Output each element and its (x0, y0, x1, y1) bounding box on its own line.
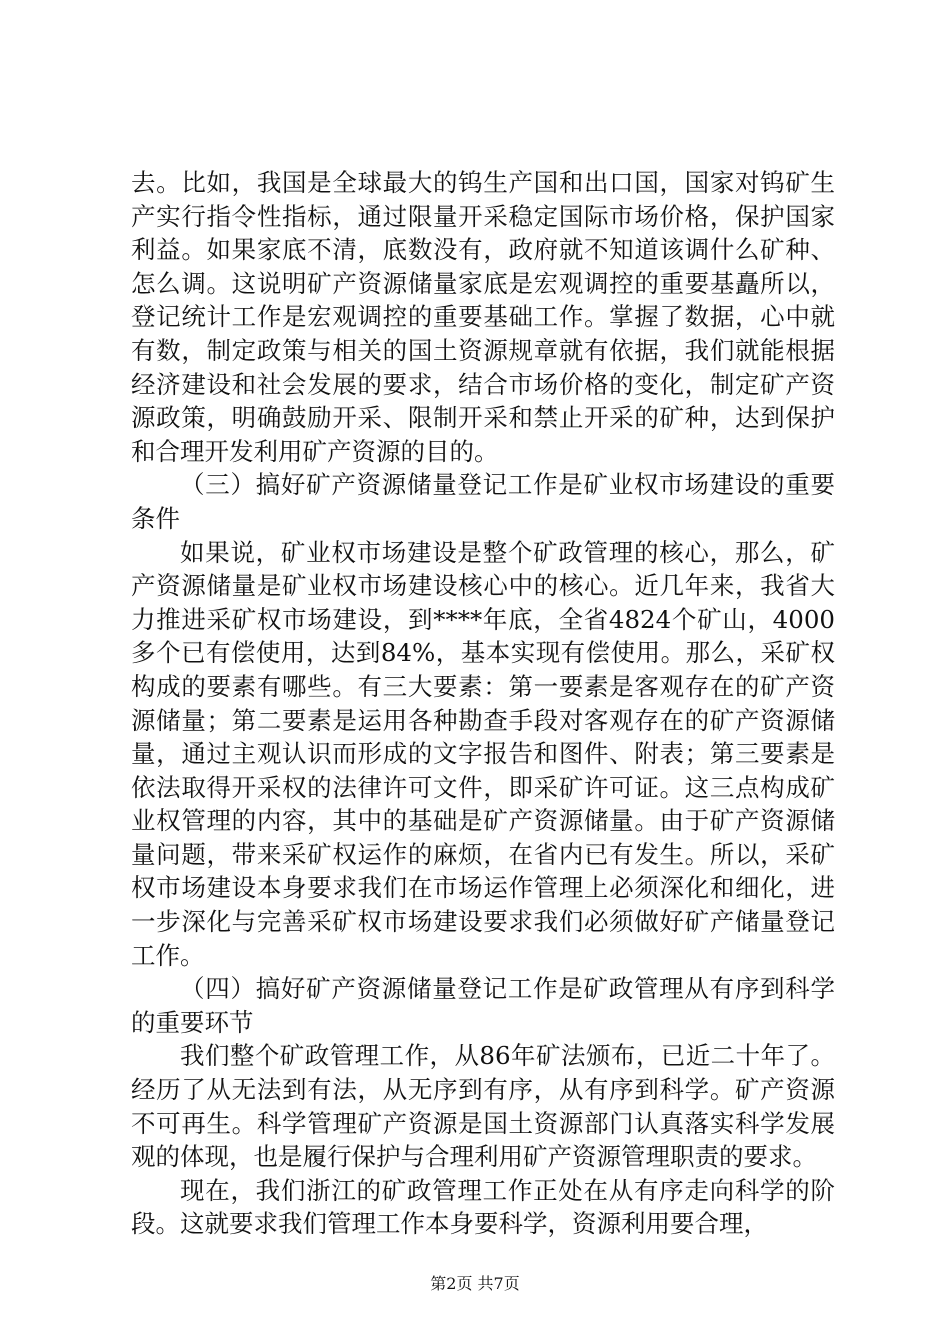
section-heading-3: （三）搞好矿产资源储量登记工作是矿业权市场建设的重要条件 (131, 470, 835, 533)
paragraph: 我们整个矿政管理工作，从86年矿法颁布，已近二十年了。经历了从无法到有法，从无序到有序，从有序到科学。矿产资源不可再生。科学管理矿产资源是国土资源部门认真落实科学发展观的体现，也是履行保护与合理利用矿产资源管理职责的要求。 (131, 1041, 835, 1172)
paragraph: 如果说，矿业权市场建设是整个矿政管理的核心，那么，矿产资源储量是矿业权市场建设核心中的核心。近几年来，我省大力推进采矿权市场建设，到****年底，全省4824个矿山，4000多个已有偿使用，达到84%，基本实现有偿使用。那么，采矿权构成的要素有哪些。有三大要素：第一要素是客观存在的矿产资源储量；第二要素是运用各种勘查手段对客观存在的矿产资源储量，通过主观认识而形成的文字报告和图件、附表；第三要素是依法取得开采权的法律许可文件，即采矿许可证。这三点构成矿业权管理的内容，其中的基础是矿产资源储量。由于矿产资源储量问题，带来采矿权运作的麻烦，在省内已有发生。所以，采矿权市场建设本身要求我们在市场运作管理上必须深化和细化，进一步深化与完善采矿权市场建设要求我们必须做好矿产储量登记工作。 (131, 537, 835, 970)
paragraph-continuation: 去。比如，我国是全球最大的钨生产国和出口国，国家对钨矿生产实行指令性指标，通过限量开采稳定国际市场价格，保护国家利益。如果家底不清，底数没有，政府就不知道该调什么矿种、怎么调。这说明矿产资源储量家底是宏观调控的重要基矗所以，登记统计工作是宏观调控的重要基础工作。掌握了数据，心中就有数，制定政策与相关的国土资源规章就有依据，我们就能根据经济建设和社会发展的要求，结合市场价格的变化，制定矿产资源政策，明确鼓励开采、限制开采和禁止开采的矿种，达到保护和合理开发利用矿产资源的目的。 (131, 168, 835, 466)
page-number-footer: 第2页 共7页 (430, 1274, 520, 1293)
section-heading-4: （四）搞好矿产资源储量登记工作是矿政管理从有序到科学的重要环节 (131, 974, 835, 1037)
paragraph: 现在，我们浙江的矿政管理工作正处在从有序走向科学的阶段。这就要求我们管理工作本身要科学，资源利用要合理， (131, 1175, 835, 1239)
document-body (131, 166, 835, 1241)
